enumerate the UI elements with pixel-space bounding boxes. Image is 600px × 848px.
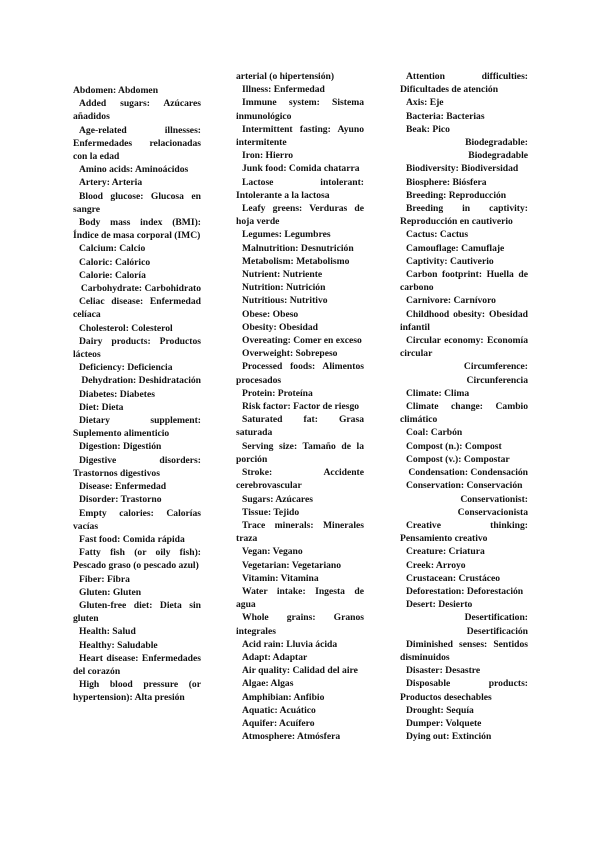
- glossary-entry: Algae: Algas: [242, 678, 294, 690]
- glossary-entry: Atmosphere: Atmósfera: [242, 731, 341, 743]
- glossary-entry: Legumes: Legumbres: [242, 229, 331, 241]
- glossary-entry: Aquifer: Acuífero: [242, 717, 315, 729]
- glossary-entry: Nutrition: Nutrición: [242, 282, 326, 294]
- glossary-entry: Whole grains: Granos integrales: [236, 612, 364, 637]
- glossary-entry: Dumper: Volquete: [406, 717, 482, 729]
- glossary-entry: Crustacean: Crustáceo: [406, 572, 501, 584]
- glossary-entry: Disorder: Trastorno: [79, 494, 162, 506]
- glossary-entry: Health: Salud: [79, 626, 136, 638]
- glossary-entry: Lactose intolerant: Intolerante a la lactosa: [236, 176, 364, 201]
- glossary-entry: Biosphere: Biósfera: [406, 176, 487, 188]
- glossary-entry: Captivity: Cautiverio: [406, 255, 494, 267]
- glossary-entry: Body mass index (BMI): Índice de masa corporal (IMC): [73, 217, 201, 242]
- glossary-entry: Healthy: Saludable: [79, 639, 158, 651]
- glossary-entry: Overeating: Comer en exceso: [242, 335, 362, 347]
- glossary-entry: Creature: Criatura: [406, 546, 485, 558]
- glossary-entry: Tissue: Tejido: [242, 506, 300, 518]
- glossary-entry: Fiber: Fibra: [79, 573, 130, 585]
- glossary-entry: Obesity: Obesidad: [242, 321, 318, 333]
- glossary-entry: Nutritious: Nutritivo: [242, 295, 328, 307]
- glossary-entry: Dehydration: Deshidratación: [81, 375, 201, 387]
- glossary-entry: Childhood obesity: Obesidad infantil: [400, 308, 528, 333]
- glossary-entry: Drought: Sequía: [406, 704, 474, 716]
- glossary-entry: Stroke: Accidente cerebrovascular: [236, 467, 364, 492]
- glossary-entry: Attention difficulties: Dificultades de atención: [400, 71, 528, 96]
- glossary-entry: Creek: Arroyo: [406, 559, 466, 571]
- glossary-entry: Empty calories: Calorías vacías: [73, 507, 201, 532]
- glossary-entry: Breeding in captivity: Reproducción en cautiverio: [400, 203, 528, 228]
- glossary-entry: Nutrient: Nutriente: [242, 269, 323, 281]
- glossary-entry: Gluten: Gluten: [79, 586, 142, 598]
- glossary-entry: Fast food: Comida rápida: [79, 533, 185, 545]
- glossary-entry: Gluten-free diet: Dieta sin gluten: [73, 599, 201, 625]
- glossary-entry: Compost (n.): Compost: [406, 440, 502, 452]
- glossary-entry: Compost (v.): Compostar: [406, 453, 510, 465]
- glossary-entry: Condensation: Condensación: [408, 467, 528, 479]
- glossary-entry: Diabetes: Diabetes: [79, 388, 155, 400]
- glossary-entry: Fatty fish (or oily fish): Pescado graso (o pescado azul): [73, 547, 201, 572]
- glossary-entry: High blood pressure (or hypertension): Alta presión: [73, 679, 201, 704]
- glossary-entry: Dying out: Extinción: [406, 731, 492, 743]
- glossary-entry: Saturated fat: Grasa saturada: [236, 414, 364, 439]
- glossary-entry: Air quality: Calidad del aire: [242, 665, 358, 677]
- glossary-entry: Disease: Enfermedad: [79, 481, 167, 493]
- glossary-entry: Conservationist: Conservacionista: [457, 493, 528, 518]
- glossary-entry: Calorie: Caloría: [79, 269, 146, 281]
- glossary-entry: Leafy greens: Verduras de hoja verde: [236, 203, 364, 228]
- glossary-entry: Cholesterol: Colesterol: [79, 322, 173, 334]
- glossary-entry: Abdomen: Abdomen: [73, 85, 159, 96]
- glossary-entry: Digestive disorders: Trastornos digestivos: [73, 454, 201, 479]
- glossary-entry: Biodiversity: Biodiversidad: [406, 163, 519, 175]
- glossary-entry: Adapt: Adaptar: [242, 651, 308, 663]
- glossary-entry: Digestion: Digestión: [79, 441, 162, 453]
- glossary-entry: Diet: Dieta: [79, 401, 124, 413]
- glossary-entry: Carnivore: Carnívoro: [406, 295, 496, 307]
- glossary-entry: Malnutrition: Desnutrición: [242, 242, 354, 254]
- glossary-entry: Deficiency: Deficiencia: [79, 362, 173, 374]
- glossary-entry: Processed foods: Alimentos procesados: [236, 361, 364, 386]
- glossary-entry: Diminished senses: Sentidos disminuidos: [400, 638, 528, 663]
- glossary-entry: Metabolism: Metabolismo: [242, 255, 350, 267]
- glossary-entry: Axis: Eje: [406, 97, 444, 109]
- glossary-column-3: [400, 70, 528, 743]
- glossary-entry: Age-related illnesses: Enfermedades relacionadas con la edad: [73, 124, 201, 163]
- glossary-entry: Vegan: Vegano: [242, 546, 303, 558]
- glossary-entry: Iron: Hierro: [242, 150, 294, 162]
- glossary-entry: Dietary supplement: Suplemento alimenticio: [73, 415, 201, 440]
- glossary-entry: Desertification: Desertificación: [464, 612, 528, 637]
- glossary-entry: Aquatic: Acuático: [242, 704, 316, 716]
- glossary-entry: Artery: Arteria: [79, 177, 143, 189]
- glossary-entry: Cactus: Cactus: [406, 229, 469, 241]
- glossary-entry: Water intake: Ingesta de agua: [236, 585, 364, 611]
- glossary-entry: Vitamin: Vitamina: [242, 572, 319, 584]
- glossary-entry: Heart disease: Enfermedades del corazón: [73, 652, 201, 677]
- glossary-entry: Beak: Pico: [406, 123, 450, 135]
- glossary-entry: Climate: Clima: [406, 387, 470, 399]
- glossary-entry: Disposable products: Productos desechables: [400, 678, 528, 703]
- glossary-entry: Disaster: Desastre: [406, 665, 481, 677]
- glossary-entry: Desert: Desierto: [406, 599, 473, 611]
- glossary-entry: Blood glucose: Glucosa en sangre: [73, 190, 201, 215]
- glossary-entry: Circular economy: Economía circular: [400, 335, 528, 360]
- glossary-entry: Vegetarian: Vegetariano: [242, 559, 342, 571]
- glossary-entry: Added sugars: Azúcares añadidos: [73, 98, 201, 123]
- glossary-entry: Risk factor: Factor de riesgo: [242, 401, 360, 413]
- glossary-entry: Conservation: Conservación: [406, 480, 523, 492]
- glossary-entry: Illness: Enfermedad: [242, 84, 325, 96]
- glossary-column-2: [236, 70, 364, 743]
- glossary-entry: Acid rain: Lluvia ácida: [242, 638, 338, 650]
- glossary-entry: Bacteria: Bacterias: [406, 110, 485, 122]
- glossary-entry: Immune system: Sistema inmunológico: [236, 97, 364, 122]
- glossary-entry: Overweight: Sobrepeso: [242, 348, 338, 360]
- glossary-entry: Junk food: Comida chatarra: [242, 163, 360, 175]
- glossary-entry: Sugars: Azúcares: [242, 493, 313, 505]
- glossary-entry: Creative thinking: Pensamiento creativo: [400, 519, 528, 545]
- glossary-entry: Trace minerals: Minerales traza: [236, 519, 364, 545]
- glossary-column-1: [73, 84, 201, 705]
- glossary-entry: Protein: Proteína: [242, 387, 313, 399]
- glossary-entry: Coal: Carbón: [406, 427, 463, 439]
- glossary-entry: Climate change: Cambio climático: [400, 401, 528, 426]
- glossary-entry: Circumference: Circunferencia: [463, 361, 528, 386]
- glossary-entry: Intermittent fasting: Ayuno intermitente: [236, 123, 364, 149]
- glossary-entry: arterial (o hipertensión): [236, 71, 335, 82]
- glossary-entry: Breeding: Reproducción: [406, 189, 507, 201]
- glossary-entry: Carbon footprint: Huella de carbono: [400, 269, 528, 294]
- glossary-entry: Camouflage: Camuflaje: [406, 242, 505, 254]
- glossary-entry: Amphibian: Anfibio: [242, 691, 325, 703]
- glossary-entry: Celiac disease: Enfermedad celíaca: [73, 296, 201, 321]
- glossary-entry: Serving size: Tamaño de la porción: [236, 440, 364, 465]
- glossary-entry: Caloric: Calórico: [79, 256, 151, 268]
- glossary-entry: Obese: Obeso: [242, 308, 299, 320]
- glossary-entry: Amino acids: Aminoácidos: [79, 164, 189, 176]
- glossary-entry: Deforestation: Deforestación: [406, 585, 524, 597]
- glossary-entry: Carbohydrate: Carbohidrato: [80, 283, 201, 295]
- glossary-entry: Calcium: Calcio: [79, 243, 146, 255]
- glossary-entry: Biodegradable: Biodegradable: [465, 137, 528, 162]
- glossary-entry: Dairy products: Productos lácteos: [73, 335, 201, 361]
